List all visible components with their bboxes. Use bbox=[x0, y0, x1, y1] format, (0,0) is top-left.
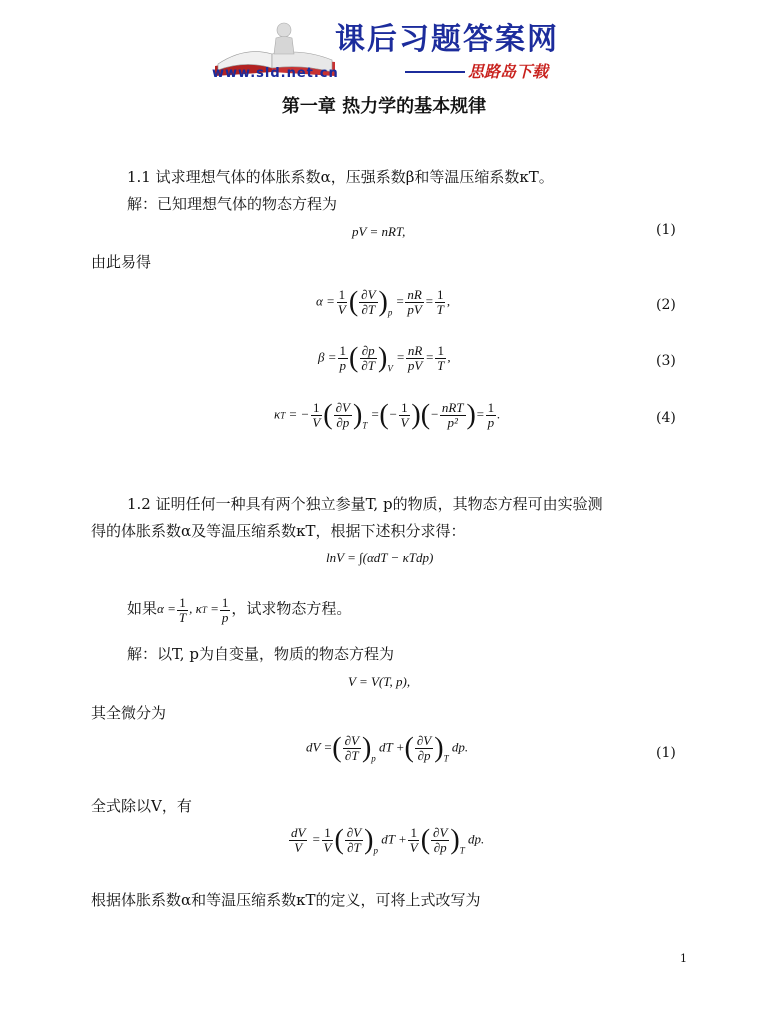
ideal-gas-equation: pV = nRT, bbox=[352, 224, 406, 239]
equation-number: (2) bbox=[656, 297, 676, 313]
problem-1-2-statement-line1: 1.2 证明任何一种具有两个独立参量T, p的物质，其物态方程可由实验测 bbox=[127, 495, 603, 513]
total-differential-text: 其全微分为 bbox=[91, 704, 167, 722]
equation-number: (4) bbox=[656, 410, 676, 426]
problem-1-2-solution-intro: 解：以T, p为自变量，物质的物态方程为 bbox=[127, 645, 394, 663]
divide-text: 全式除以V，有 bbox=[91, 797, 192, 815]
site-slogan: 思路岛下载 bbox=[468, 62, 549, 81]
equation-number: (1) bbox=[656, 222, 676, 238]
equation-number: (1) bbox=[656, 745, 676, 761]
beta-equation: β = $\frac{1}{p}$ ( $\frac{\partial p}{\partial T}$ )$_V$ = $\frac{nR}{pV}$ = $\frac{1}{T}$ , bbox=[318, 342, 451, 374]
given-condition: 如果α = $\frac{1}{T}$ , κT = $\frac{1}{p}$ ，试求物态方程。 bbox=[127, 595, 352, 625]
header-divider bbox=[405, 71, 465, 73]
problem-1-1-statement: 1.1 试求理想气体的体胀系数α，压强系数β和等温压缩系数κT。 bbox=[127, 168, 554, 186]
derive-text: 由此易得 bbox=[91, 253, 152, 271]
rewrite-text: 根据体胀系数α和等温压缩系数κT的定义，可将上式改写为 bbox=[91, 891, 481, 909]
equation-number: (3) bbox=[656, 353, 676, 369]
site-title: 课后习题答案网 bbox=[335, 22, 559, 57]
kappa-equation: κT = − $\frac{1}{V}$ ( $\frac{\partial V}{\partial p}$ )$_T$ =(− $\frac{1}{V}$ )(− $\frac{\text{nRT}}{\text{p²}}$ )= $\frac{1}{p}$ . bbox=[274, 399, 501, 431]
relative-differential-equation: $\frac{dV}{V}$ = $\frac{1}{V}$ ( $\frac{\partial V}{\partial T}$ )$_p$ dT + $\frac{1}{V}$ ( $\frac{\partial V}{\partial p}$ )$_T$ dp. bbox=[291, 824, 485, 856]
total-differential-equation: dV =( $\frac{\partial V}{\partial T}$ )$_p$ dT +( $\frac{\partial V}{\partial p}$ )$_T$ dp. bbox=[306, 732, 469, 764]
problem-1-2-statement-line2: 得的体胀系数α及等温压缩系数κT，根据下述积分求得： bbox=[91, 522, 466, 540]
site-url: www.sld.net.cn bbox=[212, 66, 339, 81]
problem-1-1-solution-intro: 解：已知理想气体的物态方程为 bbox=[127, 195, 338, 213]
chapter-title: 第一章 热力学的基本规律 bbox=[281, 96, 487, 117]
page-number: 1 bbox=[680, 952, 687, 965]
state-equation: V = V(T, p), bbox=[348, 674, 411, 689]
alpha-equation: α = $\frac{1}{V}$ ( $\frac{\partial V}{\partial T}$ )$_p$ = $\frac{nR}{pV}$ = $\frac{1}{T}$ , bbox=[316, 286, 451, 318]
integral-equation: lnV = ∫(αdT − κTdp) bbox=[326, 550, 434, 565]
